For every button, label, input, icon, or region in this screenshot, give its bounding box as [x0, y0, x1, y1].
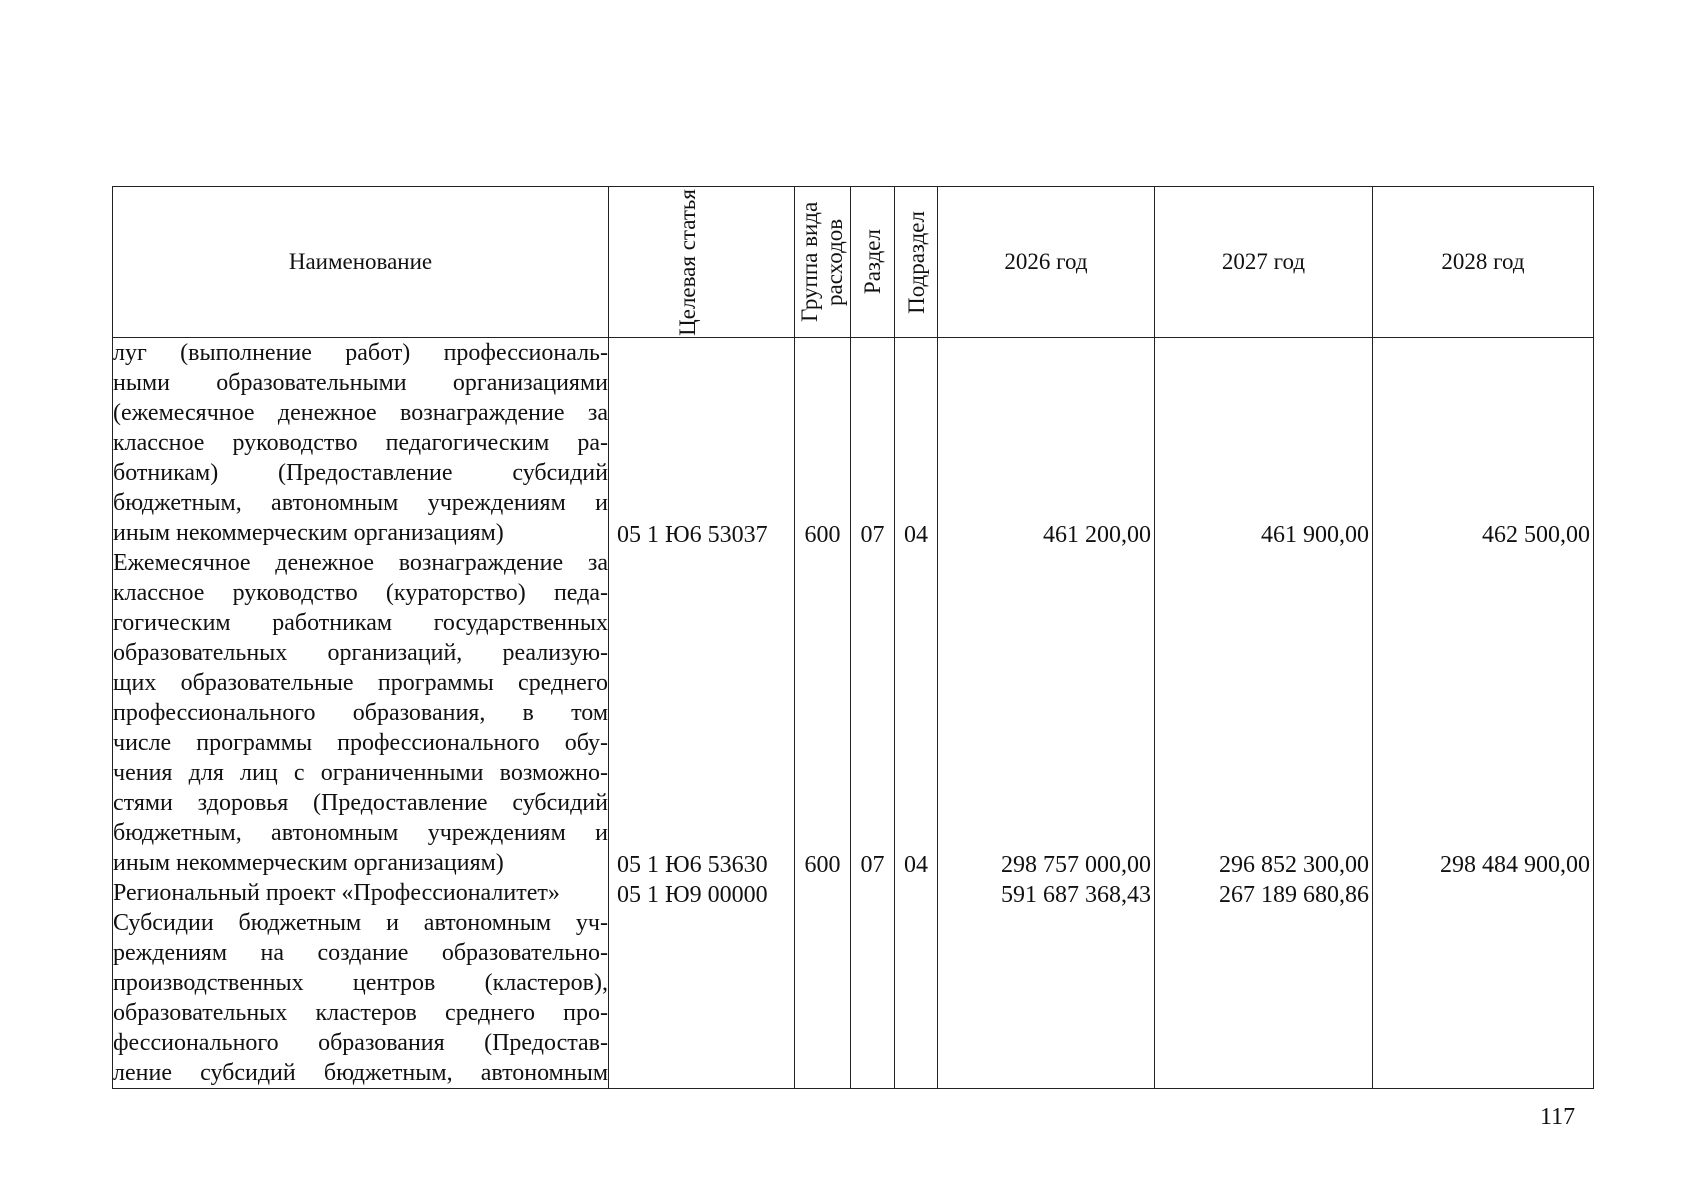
- name-cell: [113, 338, 609, 1089]
- target-value: 05 1 Ю6 53037: [617, 522, 768, 548]
- y2026-cell: [938, 338, 1155, 1089]
- y2028-value: 462 500,00: [1482, 522, 1590, 548]
- header-row: [113, 187, 1594, 338]
- y2026-value: 298 757 000,00: [1001, 852, 1151, 878]
- y2027-value: 267 189 680,86: [1219, 882, 1369, 908]
- name-line: бюджетным, автономным учреждениям и: [113, 490, 608, 516]
- name-line: стями здоровья (Предоставление субсидий: [113, 790, 608, 816]
- name-line: гогическим работникам государственных: [113, 610, 608, 636]
- target-cell: [609, 338, 795, 1089]
- name-line: классное руководство педагогическим ра-: [113, 430, 608, 456]
- subsection-cell: [895, 338, 938, 1089]
- name-line: Субсидии бюджетным и автономным уч-: [113, 910, 608, 936]
- name-line: Ежемесячное денежное вознаграждение за: [113, 550, 608, 576]
- subsection-value: 04: [904, 522, 928, 548]
- header-section-label: Раздел: [860, 229, 885, 295]
- name-line: реждениям на создание образовательно-: [113, 940, 608, 966]
- y2028-cell: [1373, 338, 1594, 1089]
- name-line: ление субсидий бюджетным, автономным: [113, 1060, 608, 1086]
- name-line: (ежемесячное денежное вознаграждение за: [113, 400, 608, 426]
- name-line: ными образовательными организациями: [113, 370, 608, 396]
- header-name: [113, 187, 609, 338]
- section-value: 07: [860, 852, 885, 878]
- section-cell: [851, 338, 895, 1089]
- header-section: [851, 187, 895, 338]
- header-target: [609, 187, 795, 338]
- name-line: иным некоммерческим организациям): [113, 520, 504, 546]
- target-value: 05 1 Ю6 53630: [617, 852, 768, 878]
- y2028-value: 298 484 900,00: [1440, 852, 1590, 878]
- target-value: 05 1 Ю9 00000: [617, 882, 768, 908]
- header-2027: [1155, 187, 1373, 338]
- name-line: числе программы профессионального обу-: [113, 730, 608, 756]
- y2027-cell: [1155, 338, 1373, 1089]
- header-2026: [938, 187, 1155, 338]
- group-cell: [795, 338, 851, 1089]
- header-group-label: Группа вида расходов: [796, 201, 847, 323]
- header-group: [795, 187, 851, 338]
- name-line: образовательных организаций, реализую-: [113, 640, 608, 666]
- y2026-value: 591 687 368,43: [1001, 882, 1151, 908]
- header-2027-label: 2027 год: [1221, 249, 1306, 274]
- name-line: профессионального образования, в том: [113, 700, 608, 726]
- group-value: 600: [804, 852, 841, 878]
- name-line: образовательных кластеров среднего про-: [113, 1000, 608, 1026]
- name-line: бюджетным, автономным учреждениям и: [113, 820, 608, 846]
- name-line: классное руководство (кураторство) педа-: [113, 580, 608, 606]
- y2027-value: 461 900,00: [1261, 522, 1369, 548]
- header-target-label: Целевая статья: [674, 188, 700, 336]
- name-line: производственных центров (кластеров),: [113, 970, 608, 996]
- section-value: 07: [860, 522, 885, 548]
- y2027-value: 296 852 300,00: [1219, 852, 1369, 878]
- header-2026-label: 2026 год: [1004, 249, 1088, 274]
- group-value: 600: [804, 522, 841, 548]
- header-name-label: Наименование: [288, 249, 433, 274]
- name-line: иным некоммерческим организациям): [113, 850, 504, 876]
- body-row: [113, 338, 1594, 1089]
- y2026-value: 461 200,00: [1043, 522, 1151, 548]
- subsection-value: 04: [904, 852, 928, 878]
- name-line: щих образовательные программы среднего: [113, 670, 608, 696]
- page-number: 117: [1540, 1104, 1576, 1130]
- name-line: Региональный проект «Профессионалитет»: [113, 880, 560, 906]
- budget-table: [112, 186, 1594, 1089]
- header-2028-label: 2028 год: [1441, 249, 1525, 274]
- name-line: фессионального образования (Предостав-: [113, 1030, 608, 1056]
- header-subsection-label: Подраздел: [903, 210, 929, 314]
- name-line: луг (выполнение работ) профессиональ-: [113, 340, 608, 366]
- name-line: ботникам) (Предоставление субсидий: [113, 460, 608, 486]
- name-line: чения для лиц с ограниченными возможно-: [113, 760, 608, 786]
- header-subsection: [895, 187, 938, 338]
- header-2028: [1373, 187, 1594, 338]
